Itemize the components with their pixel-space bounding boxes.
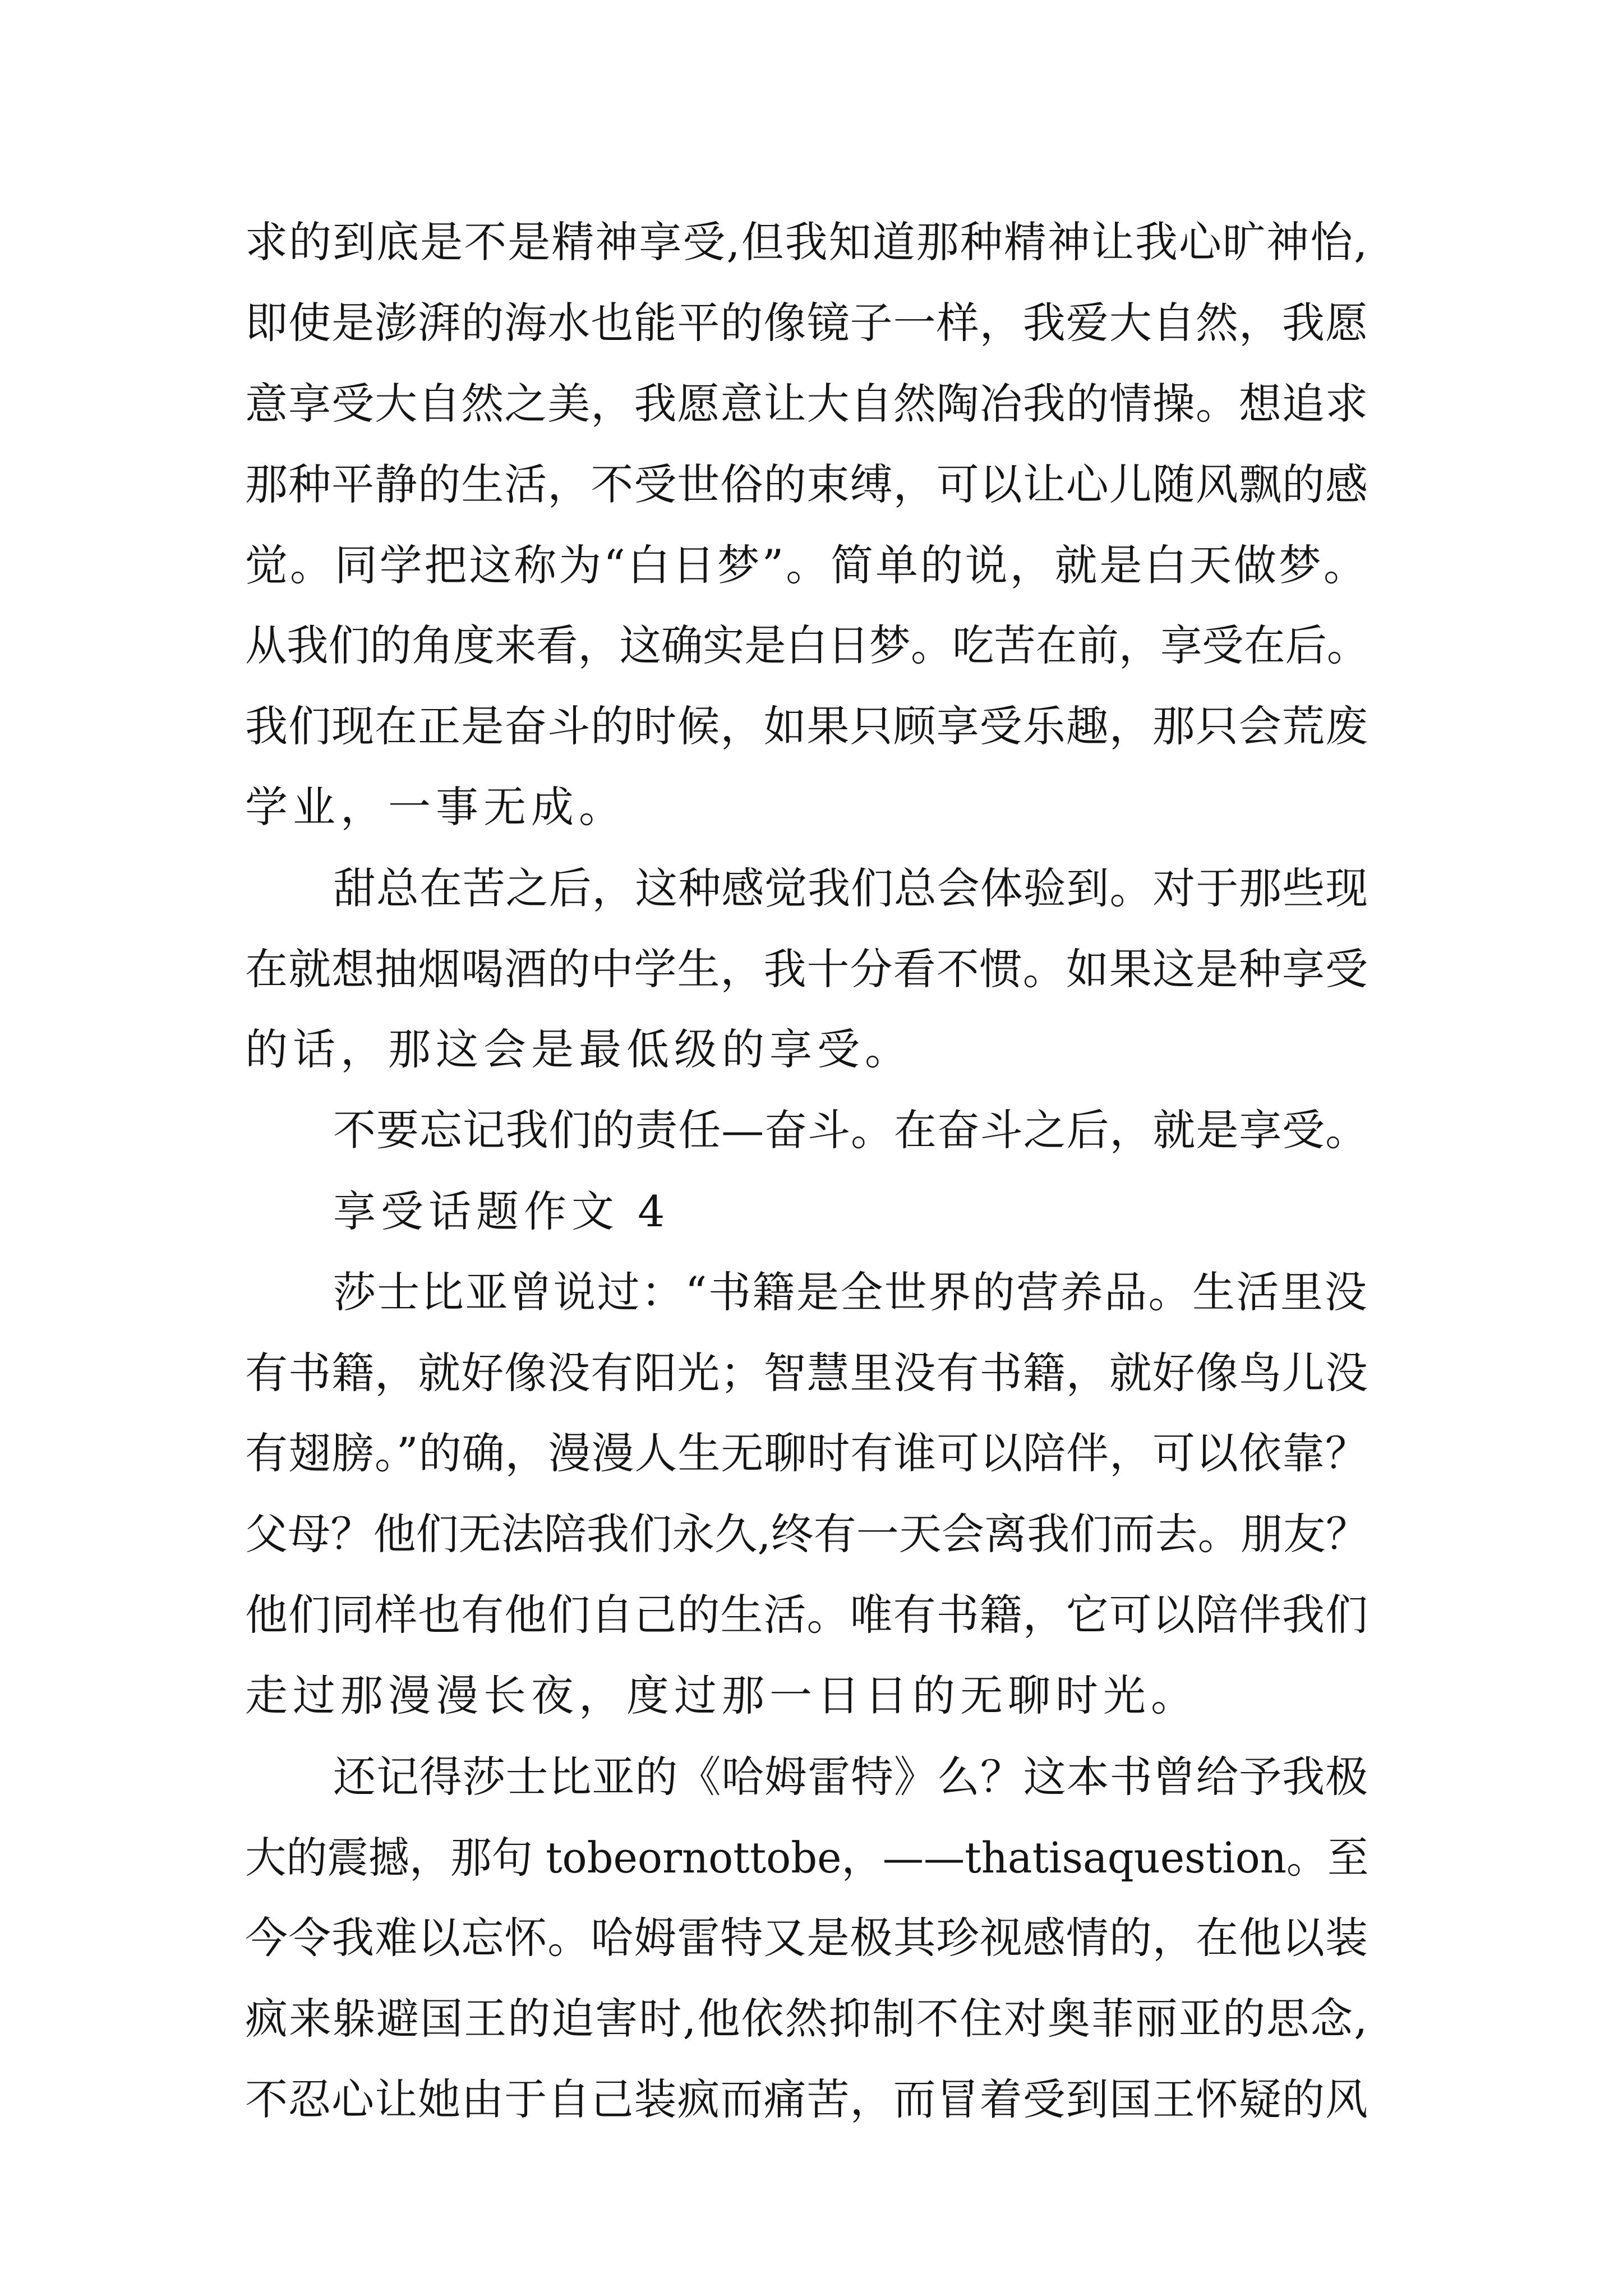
text-line: 我们现在正是奋斗的时候，如果只顾享受乐趣，那只会荒废 — [245, 701, 1368, 751]
text-line: 意享受大自然之美，我愿意让大自然陶冶我的情操。想追求 — [245, 379, 1368, 429]
text-line: 今令我难以忘怀。哈姆雷特又是极其珍视感情的，在他以装 — [245, 1913, 1368, 1963]
text-line: 疯来躲避国王的迫害时,他依然抑制不住对奥菲丽亚的思念, — [245, 1994, 1369, 2044]
text-line: 学业，一事无成。 — [245, 782, 626, 832]
text-line: 觉。同学把这称为“白日梦”。简单的说，就是白天做梦。 — [245, 540, 1368, 590]
text-line: 有翅膀。”的确，漫漫人生无聊时有谁可以陪伴，可以依靠？ — [245, 1428, 1368, 1478]
text-line: 求的到底是不是精神享受,但我知道那种精神让我心旷神怡, — [245, 217, 1369, 267]
text-line: 不忍心让她由于自己装疯而痛苦，而冒着受到国王怀疑的风 — [245, 2074, 1368, 2124]
text-line: 即使是澎湃的海水也能平的像镜子一样，我爱大自然，我愿 — [245, 298, 1368, 348]
text-line: 大的震撼，那句 tobeornottobe，——thatisaquestion。至 — [245, 1833, 1369, 1883]
text-line: 在就想抽烟喝酒的中学生，我十分看不惯。如果这是种享受 — [245, 944, 1368, 994]
text-line: 有书籍，就好像没有阳光；智慧里没有书籍，就好像鸟儿没 — [245, 1348, 1368, 1398]
paragraph-first-line: 甜总在苦之后，这种感觉我们总会体验到。对于那些现 — [333, 863, 1368, 913]
text-line: 的话，那这会是最低级的享受。 — [245, 1024, 912, 1074]
section-heading: 享受话题作文 4 — [333, 1186, 670, 1236]
text-line: 他们同样也有他们自己的生活。唯有书籍，它可以陪伴我们 — [245, 1590, 1368, 1640]
paragraph-first-line: 莎士比亚曾说过：“书籍是全世界的营养品。生活里没 — [333, 1267, 1368, 1317]
text-line: 父母？他们无法陪我们永久,终有一天会离我们而去。朋友？ — [245, 1509, 1369, 1559]
text-line: 从我们的角度来看，这确实是白日梦。吃苦在前，享受在后。 — [245, 620, 1368, 670]
paragraph-first-line: 不要忘记我们的责任—奋斗。在奋斗之后，就是享受。 — [333, 1105, 1368, 1155]
text-line: 那种平静的生活，不受世俗的束缚，可以让心儿随风飘的感 — [245, 459, 1368, 509]
text-line: 走过那漫漫长夜，度过那一日日的无聊时光。 — [245, 1671, 1198, 1720]
paragraph-first-line: 还记得莎士比亚的《哈姆雷特》么？这本书曾给予我极 — [333, 1752, 1368, 1802]
